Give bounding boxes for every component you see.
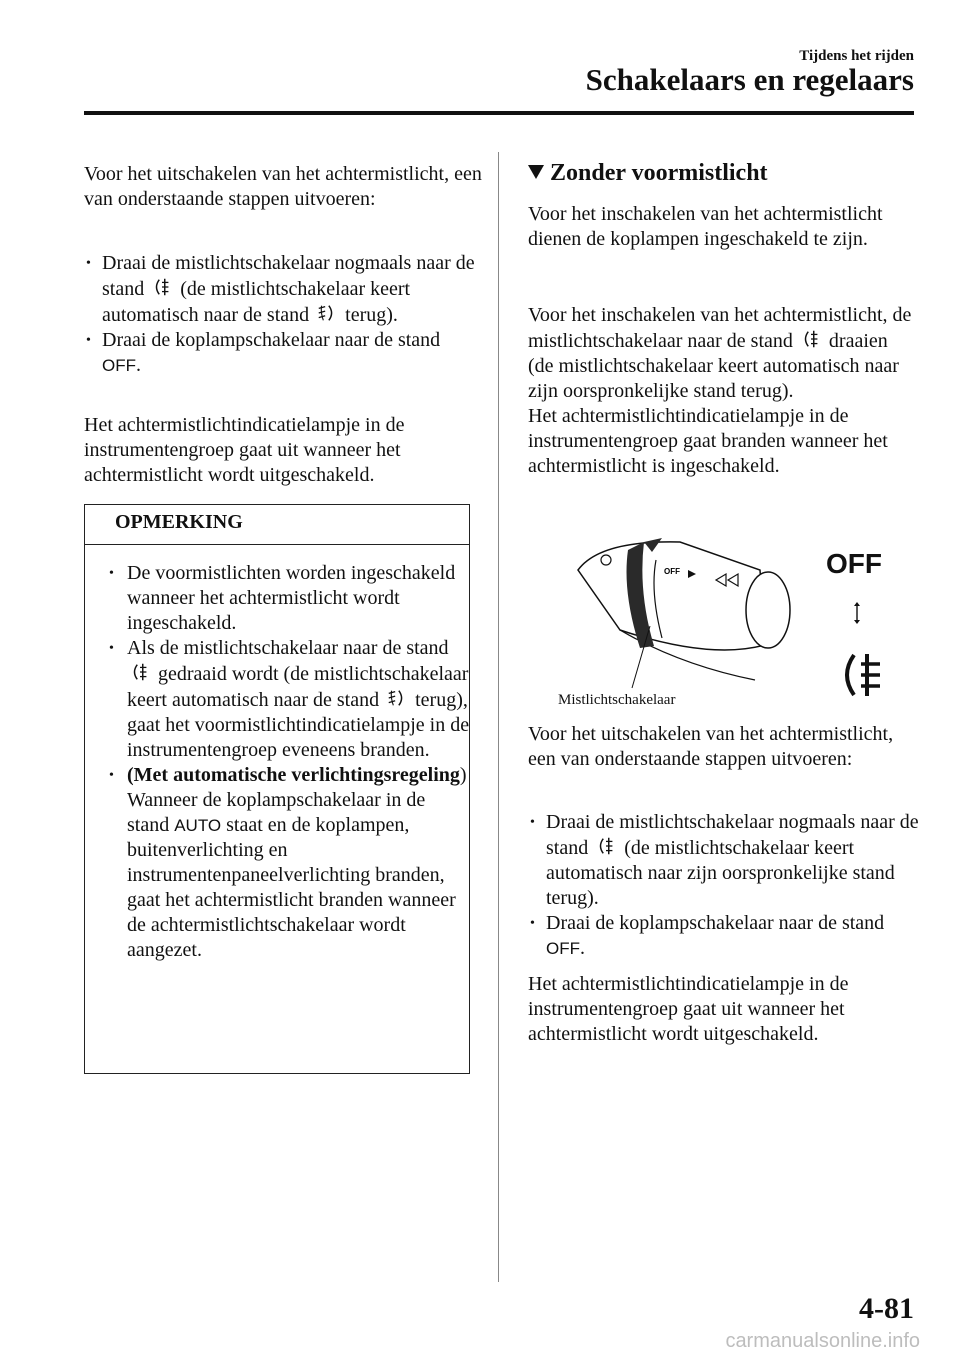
diagram-caption: Mistlichtschakelaar [558,692,676,708]
left-outro: Het achtermistlichtindicatielampje in de instrumentengroep gaat uit wanneer het achtermistlicht wordt uitgeschakeld. [84,414,405,486]
right-intro: Voor het uitschakelen van het achtermistlicht, een van onderstaande stappen uitvoeren: [528,723,894,770]
note-item-3: • (Met automatische verlichtingsregeling) Wanneer de koplampschakelaar in de stand AUTO staat en de koplampen, buitenverlichting en instrumentenpaneelverlichting branden, gaat het achtermistlicht branden wanneer de achtermistlichtschakelaar wordt aangezet. [105,763,471,963]
note-title: OPMERKING [85,505,469,545]
page-title: Schakelaars en regelaars [585,62,914,97]
left-bullet-list [84,251,476,378]
off-position-label: OFF [102,356,136,375]
left-bullet-2: • Draai de koplampschakelaar naar de stand OFF. [84,328,476,378]
note-list [85,561,471,963]
triangle-marker-icon [528,165,544,179]
auto-position-label: AUTO [174,816,222,835]
right-outro: Het achtermistlichtindicatielampje in de instrumentengroep gaat uit wanneer het achtermistlicht wordt uitgeschakeld. [528,973,849,1045]
note-box [84,504,470,1074]
note-item-1: • De voormistlichten worden ingeschakeld wanneer het achtermistlicht wordt ingeschakeld. [105,561,471,636]
right-bullet-2: • Draai de koplampschakelaar naar de stand OFF. [528,911,920,961]
right-bullet-1: • Draai de mistlichtschakelaar nogmaals naar de stand (de mistlichtschakelaar keert automatisch naar zijn oorspronkelijke stand terug). [528,810,920,911]
right-bullet-list [528,810,920,961]
right-p1: Voor het inschakelen van het achtermistlicht dienen de koplampen ingeschakeld te zijn. [528,203,883,250]
double-arrow-icon [850,600,864,626]
page-number: 4-81 [859,1292,914,1325]
rear-fog-icon [800,328,822,350]
watermark: carmanualsonline.info [725,1330,920,1352]
rear-fog-icon [151,276,173,298]
fog-switch-diagram [560,530,820,690]
note-item-2: • Als de mistlichtschakelaar naar de stand gedraaid wordt (de mistlichtschakelaar keert automatisch naar de stand terug), gaat het voormistlichtindicatielampje in de instrumentengroep eveneens branden. [105,636,471,763]
off-indicator-label: OFF [826,548,882,579]
left-intro: Voor het uitschakelen van het achtermistlicht, een van onderstaande stappen uitvoeren: [84,163,482,210]
rear-fog-icon [129,661,151,683]
right-p2: Voor het inschakelen van het achtermistlicht, de mistlichtschakelaar naar de stand draaien (de mistlichtschakelaar keert automatisch naar zijn oorspronkelijke stand terug). Het achtermistlichtindicatielampje in de instrumentengroep gaat branden wanneer het achtermistlicht is ingeschakeld. [528,304,912,477]
section-label: Tijdens het rijden [799,48,914,64]
front-fog-icon [316,302,338,324]
rear-fog-icon [595,835,617,857]
subsection-heading: Zonder voormistlicht [528,160,768,187]
rear-fog-symbol-icon [834,650,888,700]
front-fog-icon [386,687,408,709]
column-divider [498,152,499,1282]
left-bullet-1: • Draai de mistlichtschakelaar nogmaals naar de stand (de mistlichtschakelaar keert automatisch naar de stand terug). [84,251,476,328]
header-rule [84,111,914,115]
lever-off-label: OFF [664,567,680,576]
off-position-label: OFF [546,939,580,958]
